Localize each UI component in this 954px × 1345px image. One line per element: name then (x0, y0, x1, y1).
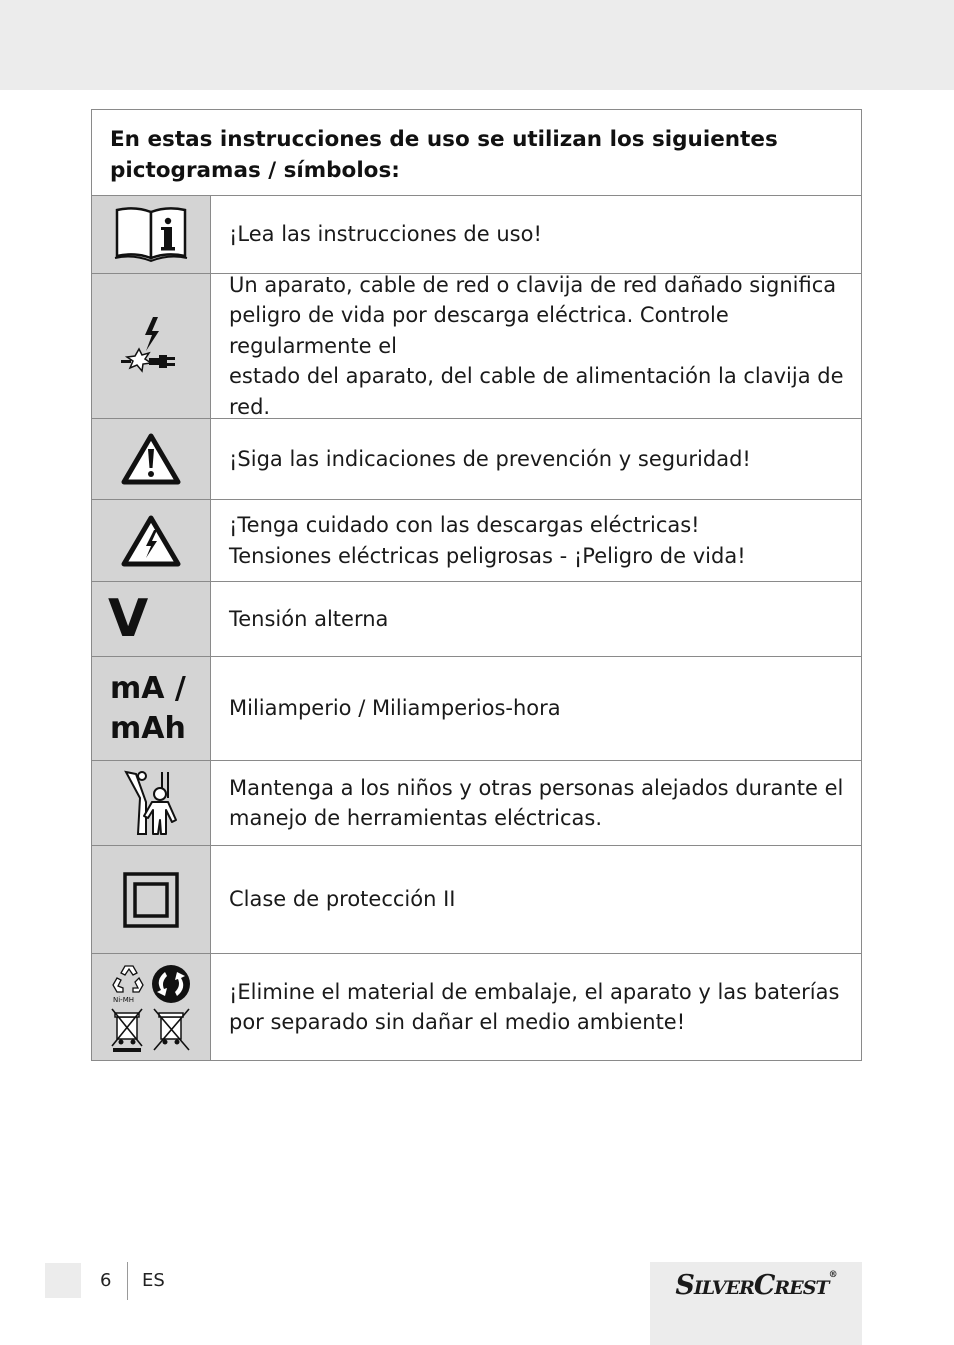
footer-marker (45, 1263, 81, 1298)
icon-cell (92, 196, 211, 273)
symbol-line: mAh (110, 710, 186, 746)
language-code: ES (142, 1270, 165, 1291)
read-manual-icon (113, 206, 189, 264)
footer-divider (127, 1262, 128, 1300)
row-text: Clase de protección II (229, 887, 456, 912)
table-row (92, 846, 861, 954)
pictogram-table (91, 109, 862, 1061)
table-row (92, 582, 861, 657)
green-dot-icon (152, 965, 190, 1003)
icon-cell (92, 274, 211, 418)
row-text: Tensiones eléctricas peligrosas - ¡Peligro de vida! (229, 543, 746, 568)
row-text: peligro de vida por descarga eléctrica. Controle regularmente el (229, 303, 729, 358)
table-row (92, 657, 861, 761)
recycle-icon (113, 966, 143, 992)
table-row (92, 419, 861, 500)
row-text: por separado sin dañar el medio ambiente! (229, 1010, 686, 1034)
text-cell (211, 657, 861, 760)
table-row (92, 196, 861, 274)
brand-logo (675, 1270, 836, 1301)
row-text: manejo de herramientas eléctricas. (229, 806, 603, 830)
text-cell (211, 761, 861, 845)
icon-cell (92, 582, 211, 656)
text-cell (211, 846, 861, 953)
protection-class-ii-icon (123, 872, 179, 928)
table-header (92, 110, 861, 196)
row-text: ¡Elimine el material de embalaje, el aparato y las baterías (229, 979, 840, 1004)
brand-name: SilverCrest (675, 1270, 829, 1301)
row-text: Miliamperio / Miliamperios-hora (229, 696, 561, 721)
header-line-1: En estas instrucciones de uso se utilizan los siguientes (110, 127, 778, 152)
table-row (92, 274, 861, 419)
text-cell (211, 196, 861, 273)
weee-bin-icon (154, 1009, 189, 1050)
symbol-line: mA / (110, 670, 186, 706)
header-line-2: pictogramas / símbolos: (110, 158, 400, 183)
volt-symbol: V (108, 589, 149, 649)
icon-cell (92, 500, 211, 581)
damaged-cable-shock-icon (119, 315, 183, 377)
row-text: ¡Tenga cuidado con las descargas eléctricas! (229, 513, 700, 537)
table-row (92, 954, 861, 1060)
row-text: estado del aparato, del cable de alimentación la clavija de red. (229, 364, 844, 419)
text-cell (211, 954, 861, 1060)
row-text: Mantenga a los niños y otras personas alejados durante el (229, 775, 844, 800)
row-text: Tensión alterna (229, 606, 389, 631)
icon-cell (92, 419, 211, 499)
icon-cell (92, 846, 211, 953)
page-number: 6 (100, 1270, 112, 1291)
brand-box (650, 1262, 862, 1345)
electric-shock-warning-icon (121, 515, 181, 567)
icon-cell (92, 657, 211, 760)
table-row (92, 761, 861, 846)
battery-type-label: Ni-MH (113, 996, 135, 1004)
text-cell (211, 582, 861, 656)
text-cell (211, 419, 861, 499)
milliampere-symbol (92, 669, 210, 749)
weee-bin-icon (112, 1009, 142, 1052)
row-text: ¡Siga las indicaciones de prevención y seguridad! (229, 446, 751, 471)
table-row (92, 500, 861, 582)
text-cell (211, 500, 861, 581)
top-band (0, 0, 954, 90)
text-cell (211, 274, 861, 418)
keep-children-away-icon (122, 768, 180, 838)
warning-triangle-icon (121, 433, 181, 485)
row-text: Un aparato, cable de red o clavija de red dañado significa (229, 272, 837, 297)
row-text: ¡Lea las instrucciones de uso! (229, 222, 542, 247)
icon-cell (92, 761, 211, 845)
registered-mark: ® (828, 1270, 837, 1280)
icon-cell (92, 954, 211, 1060)
recycling-disposal-icons (109, 962, 193, 1052)
